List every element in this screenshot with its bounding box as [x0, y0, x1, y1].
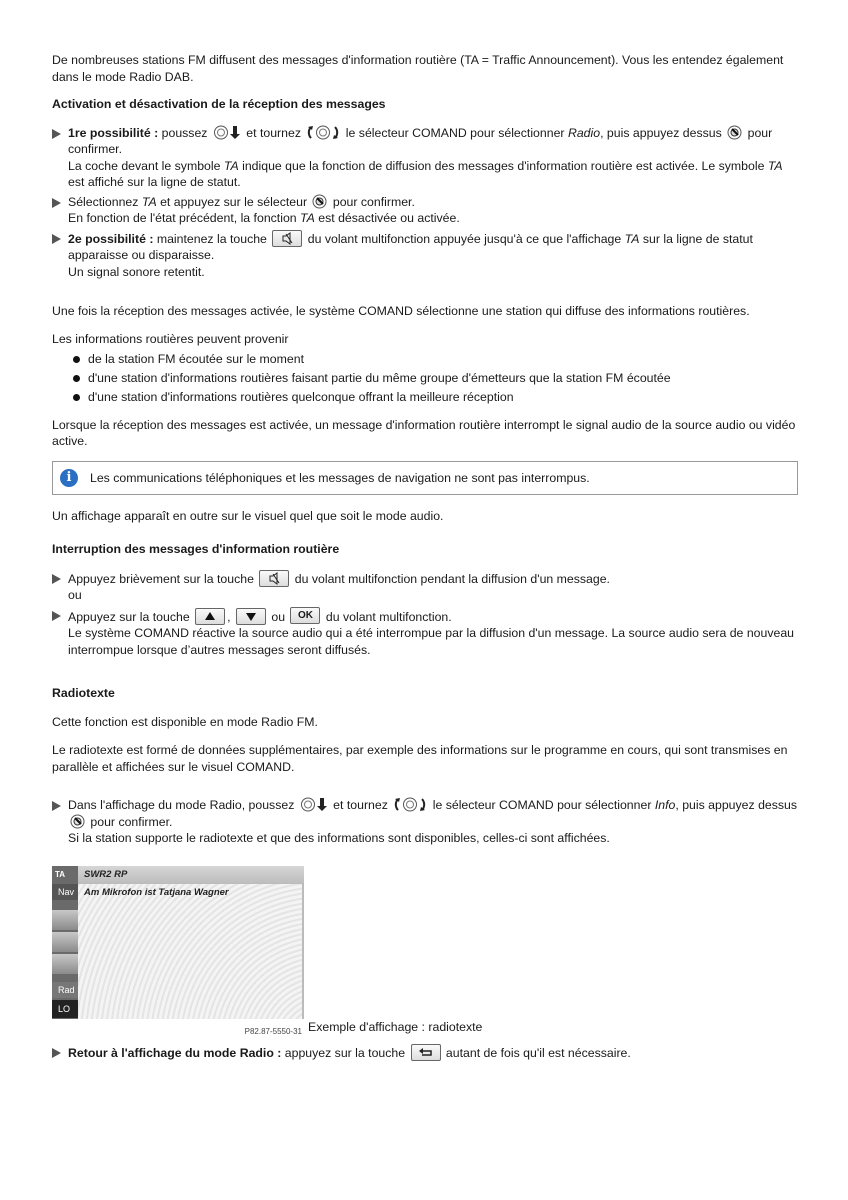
step-second-possibility: 2e possibilité : maintenez la touche du volant multifonction appuyée jusqu'à ce que l'affichage TA sur la ligne de statut apparaisse ou disparaisse. Un signal sonore retentit. [52, 230, 798, 281]
back-key-icon [411, 1044, 441, 1061]
step-info-select: Dans l'affichage du mode Radio, poussez et tournez le sélecteur COMAND pour sélectionner Info, puis appuyez dessus pour confirmer. Si la station supporte le radiotexte et que des informations sont disponibles, celles-ci sont affichées. [52, 797, 798, 847]
push-controller-icon [213, 125, 241, 140]
mute-key-icon [259, 570, 289, 587]
figure-caption: Exemple d'affichage : radiotexte [308, 1019, 483, 1034]
step-press-keys-note: Le système COMAND réactive la source audio qui a été interrompue par la diffusion d'un message. La source audio sera de nouveau interrompue lorsque d’autres messages seront diffusés. [68, 626, 794, 657]
paragraph-radiotext-definition: Le radiotexte est formé de données supplémentaires, par exemple des informations sur le programme en cours, qui sont transmises en parallèle et affichées sur le visuel COMAND. [52, 743, 788, 774]
mute-key-icon [272, 230, 302, 247]
press-controller-icon [727, 125, 742, 140]
paragraph-interrupt: Lorsque la réception des messages est activée, un message d'information routière interrompt le signal audio de la source audio ou vidéo active. [52, 417, 796, 448]
paragraph-display: Un affichage apparaît en outre sur le visuel quel que soit le mode audio. [52, 508, 444, 523]
figure-code: P82.87-5550-31 [244, 1026, 302, 1036]
list-item: d'une station d'informations routières faisant partie du même groupe d'émetteurs que la station FM écoutée [52, 370, 798, 387]
heading-activation: Activation et désactivation de la réception des messages [52, 97, 386, 111]
nav-label: Nav [52, 884, 78, 900]
step-select-ta: Sélectionnez TA et appuyez sur le sélecteur pour confirmer. En fonction de l'état précédent, la fonction TA est désactivée ou activée. [52, 194, 798, 227]
rad-label: Rad [52, 982, 78, 998]
step-arrow-icon [52, 574, 61, 584]
station-name: SWR2 RP [84, 868, 128, 880]
step-arrow-icon [52, 234, 61, 244]
paragraph-radio-fm: Cette fonction est disponible en mode Radio FM. [52, 714, 318, 729]
press-controller-icon [312, 194, 327, 209]
list-item: d'une station d'informations routières quelconque offrant la meilleure réception [52, 389, 798, 406]
step-press-keys: Appuyez sur la touche , ou OK du volant multifonction. Le système COMAND réactive la source audio qui a été interrompue par la diffusion d'un message. La source audio sera de nouveau interrompue lorsque d’autres messages seront diffusés. [52, 607, 798, 659]
step-arrow-icon [52, 1048, 61, 1058]
press-controller-icon [70, 814, 85, 829]
step-info-note: Si la station supporte le radiotexte et que des informations sont disponibles, celles-ci sont affichées. [68, 831, 610, 845]
rotate-controller-icon [393, 797, 427, 812]
step-return-radio: Retour à l'affichage du mode Radio : appuyez sur la touche autant de fois qu'il est nécessaire. [52, 1044, 798, 1062]
step-second-note: Un signal sonore retentit. [68, 264, 205, 279]
ta-label: TA [55, 869, 66, 879]
info-icon: i [60, 469, 78, 487]
paragraph-sources: Les informations routières peuvent provenir [52, 331, 289, 346]
heading-radiotext: Radiotexte [52, 686, 115, 700]
step-select-ta-note: En fonction de l'état précédent, la fonction TA est désactivée ou activée. [68, 211, 460, 225]
rotate-controller-icon [306, 125, 340, 140]
step-arrow-icon [52, 611, 61, 621]
heading-interruption: Interruption des messages d'information routière [52, 542, 340, 556]
figure-radiotext [52, 866, 798, 1036]
info-box [52, 461, 798, 495]
push-controller-icon [300, 797, 328, 812]
step-arrow-icon [52, 801, 61, 811]
paragraph-station-selection: Une fois la réception des messages activée, le système COMAND sélectionne une station qui diffuse des informations routières. [52, 304, 750, 318]
info-text: Les communications téléphoniques et les messages de navigation ne sont pas interrompus. [90, 470, 590, 485]
intro-paragraph: De nombreuses stations FM diffusent des messages d'information routière (TA = Traffic Announcement). Vous les entendez également dans le mode Radio DAB. [52, 53, 784, 84]
step-first-note: La coche devant le symbole TA indique que la fonction de diffusion des messages d'information routière est activée. Le symbole TA est affiché sur la ligne de statut. [68, 158, 783, 189]
step-arrow-icon [52, 129, 61, 139]
ok-key-icon: OK [290, 607, 320, 624]
lo-label: LO [52, 1000, 78, 1018]
step-arrow-icon [52, 198, 61, 208]
list-item: de la station FM écoutée sur le moment [52, 351, 798, 368]
radiotext-line: Am Mikrofon ist Tatjana Wagner [84, 886, 229, 898]
document-page [52, 52, 798, 1064]
radiotext-screen [52, 866, 304, 1036]
up-key-icon [195, 608, 225, 625]
step-first-possibility: 1re possibilité : poussez et tournez le sélecteur COMAND pour sélectionner Radio, puis appuyez dessus pour confirmer. La coche devant le symbole TA indique que la fonction de diffusion des messages d'information routière est activée. Le symbole TA est affiché sur la ligne de statut. [52, 125, 798, 191]
down-key-icon [236, 608, 266, 625]
step-short-press: Appuyez brièvement sur la touche du volant multifonction pendant la diffusion d'un message. ou [52, 570, 798, 604]
